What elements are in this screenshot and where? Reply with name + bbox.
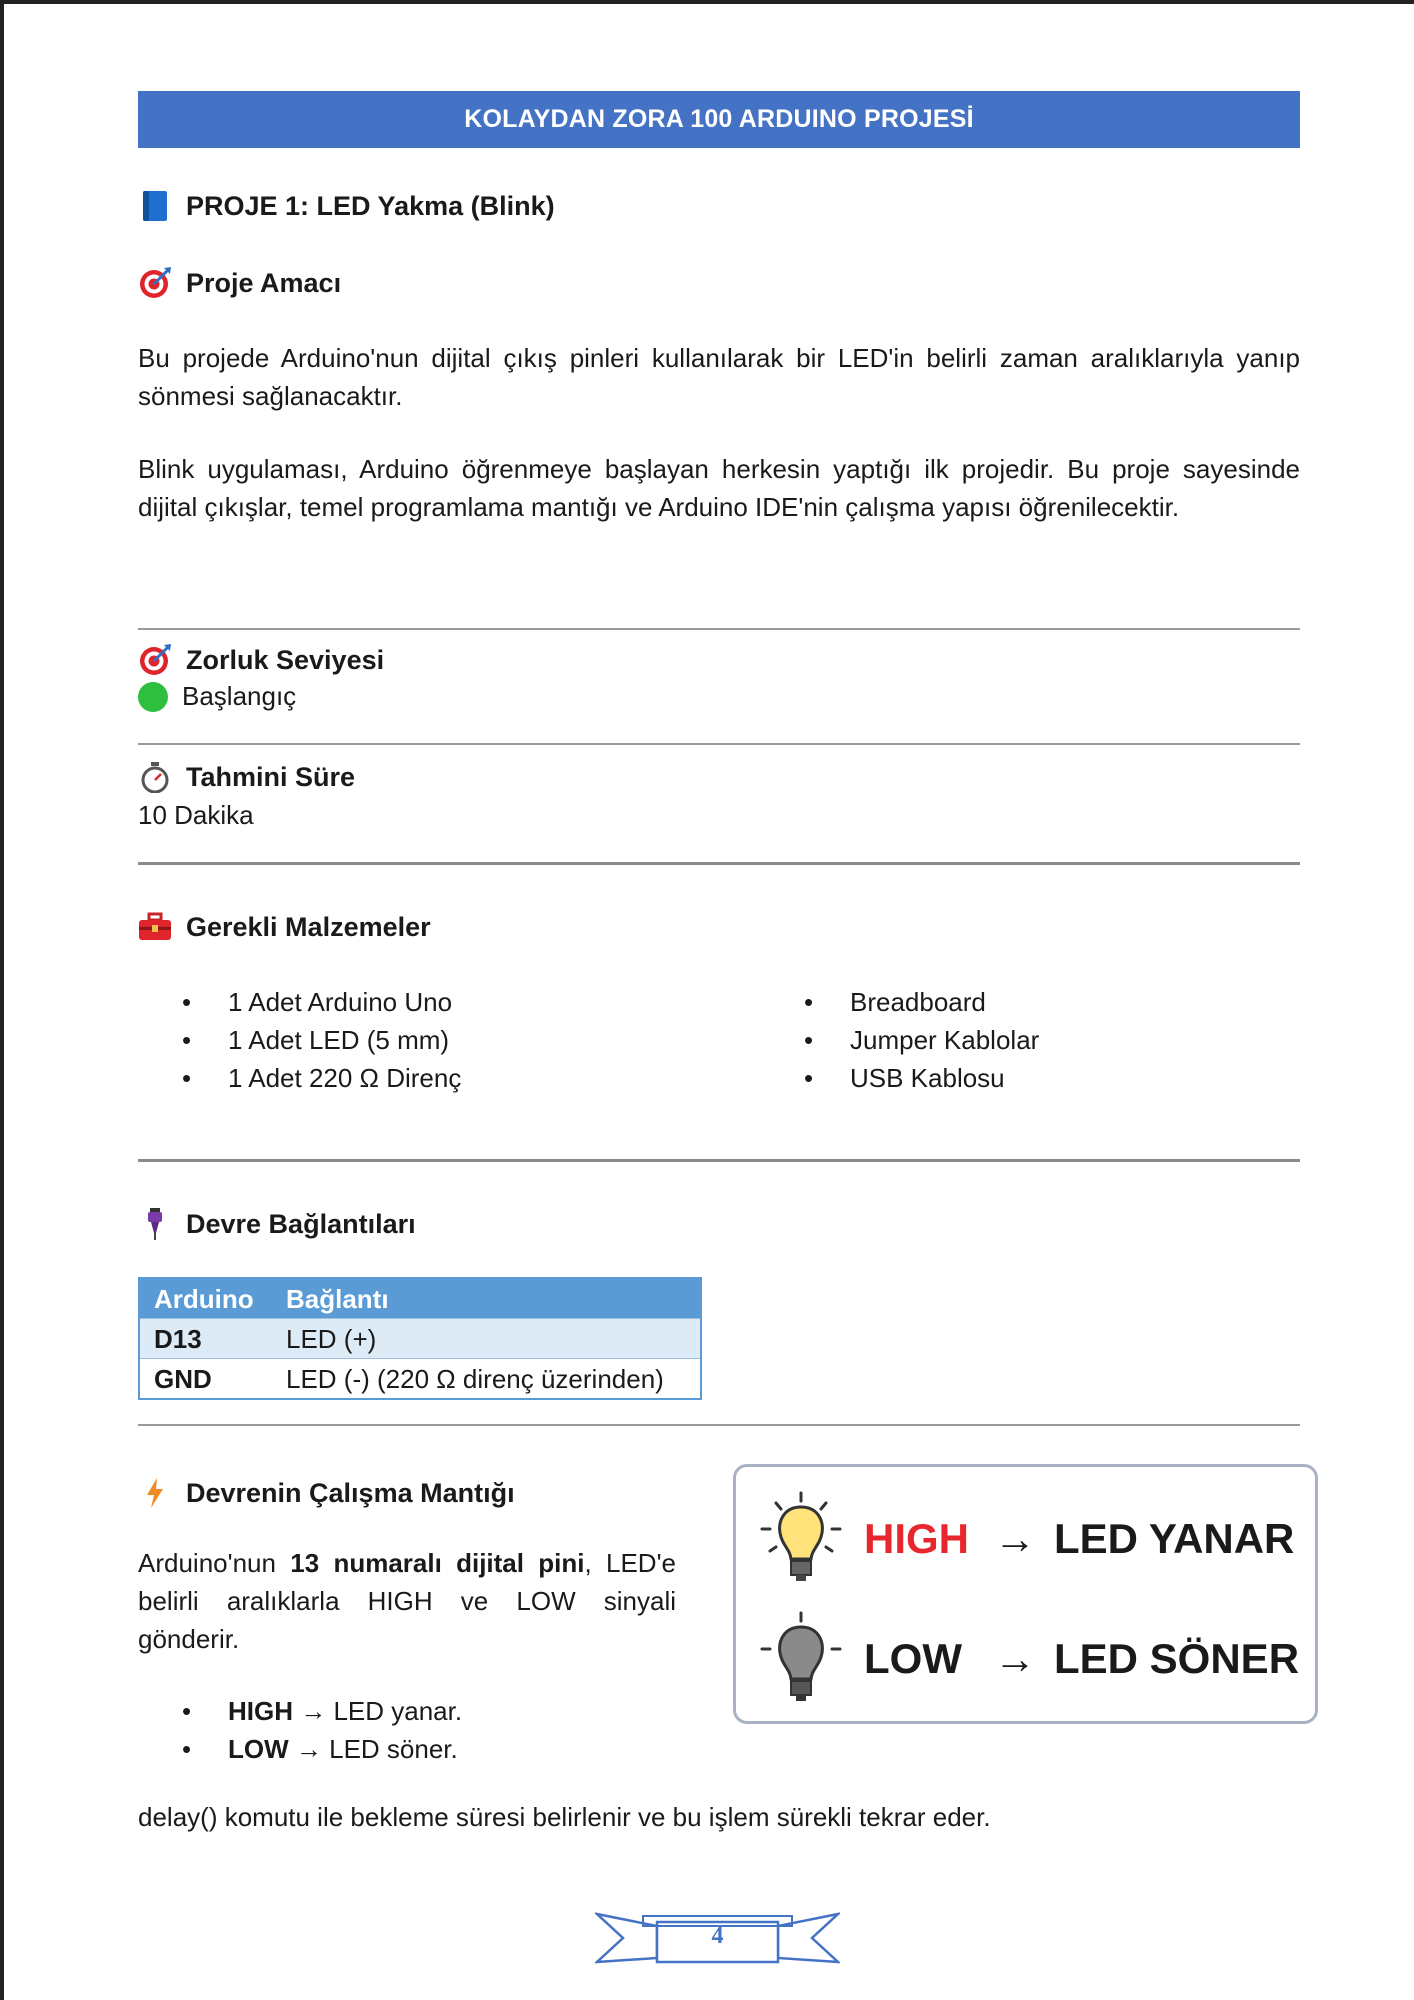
logic-intro — [138, 1544, 676, 1658]
difficulty-value-row — [138, 681, 296, 712]
materials-list-left — [178, 983, 461, 1097]
book-icon — [138, 189, 172, 223]
divider — [138, 743, 1300, 745]
column-header: Bağlantı — [272, 1278, 701, 1319]
table-cell: GND — [139, 1359, 272, 1400]
probe-icon — [138, 1207, 172, 1241]
materials-heading — [138, 910, 431, 944]
list-item: • USB Kablosu — [800, 1059, 1039, 1097]
list-item: • Jumper Kablolar — [800, 1021, 1039, 1059]
table-cell: LED (+) — [272, 1319, 701, 1359]
logic-heading — [138, 1476, 515, 1510]
list-item: • 1 Adet 220 Ω Direnç — [178, 1059, 461, 1097]
target-icon — [138, 643, 172, 677]
bullet-bold: HIGH — [228, 1696, 293, 1726]
project-heading — [138, 189, 555, 223]
goal-paragraph-1: Bu projede Arduino'nun dijital çıkış pinleri kullanılarak bir LED'in belirli zaman aralıklarıyla yanıp sönmesi sağlanacaktır. — [138, 343, 1300, 411]
duration-value: 10 Dakika — [138, 800, 254, 830]
green-circle-icon — [138, 682, 168, 712]
goal-paragraph-2: Blink uygulaması, Arduino öğrenmeye başlayan herkesin yaptığı ilk projedir. Bu proje sayesinde dijital çıkışlar, temel programlama mantığı ve Arduino IDE'nin çalışma yapısı öğrenilecektir. — [138, 454, 1300, 522]
connections-table — [138, 1277, 702, 1400]
bullet-text: → LED yanar. — [293, 1696, 463, 1726]
list-item: • Breadboard — [800, 983, 1039, 1021]
lightbulb-on-icon — [756, 1489, 846, 1589]
stopwatch-icon — [138, 760, 172, 794]
duration-heading-text: Tahmini Süre — [186, 761, 356, 792]
low-result: LED SÖNER — [1054, 1635, 1300, 1682]
table-cell: D13 — [139, 1319, 272, 1359]
duration-heading — [138, 760, 355, 794]
low-row — [756, 1609, 1299, 1709]
high-label: HIGH — [864, 1515, 969, 1562]
project-title: PROJE 1: LED Yakma (Blink) — [186, 190, 555, 221]
materials-list-right — [800, 983, 1039, 1097]
divider — [138, 1159, 1300, 1162]
arrow-right-icon: → — [994, 1635, 1036, 1682]
materials-heading-text: Gerekli Malzemeler — [186, 911, 431, 942]
divider — [138, 862, 1300, 865]
connections-heading — [138, 1207, 416, 1241]
document-title-bar — [138, 91, 1300, 148]
arrow-right-icon: → — [994, 1515, 1036, 1562]
difficulty-heading — [138, 643, 384, 677]
column-header: Arduino — [139, 1278, 272, 1319]
logic-intro-bold: 13 numaralı dijital pini — [290, 1548, 585, 1578]
divider — [138, 1424, 1300, 1426]
table-header-row — [139, 1278, 701, 1319]
logic-closing: delay() komutu ile bekleme süresi belirlenir ve bu işlem sürekli tekrar eder. — [138, 1802, 991, 1832]
table-row — [139, 1319, 701, 1359]
list-item — [178, 1730, 462, 1768]
target-icon — [138, 266, 172, 300]
list-item: • 1 Adet Arduino Uno — [178, 983, 461, 1021]
bullet-bold: LOW — [228, 1734, 289, 1764]
logic-intro-suffix: , LED'e belirli aralıklarla HIGH ve LOW sinyali gönderir. — [138, 1548, 676, 1654]
difficulty-heading-text: Zorluk Seviyesi — [186, 644, 385, 675]
bullet-text: → LED söner. — [288, 1734, 458, 1764]
logic-bullets — [178, 1692, 462, 1768]
difficulty-value: Başlangıç — [182, 681, 297, 711]
table-cell: LED (-) (220 Ω direnç üzerinden) — [272, 1359, 701, 1400]
connections-heading-text: Devre Bağlantıları — [186, 1208, 416, 1239]
page-number: 4 — [711, 1922, 724, 1949]
logic-intro-prefix: Arduino'nun — [138, 1548, 291, 1578]
table-row — [139, 1359, 701, 1400]
lightning-icon — [138, 1476, 172, 1510]
high-result: LED YANAR — [1054, 1515, 1295, 1562]
low-label: LOW — [864, 1635, 962, 1682]
high-low-diagram — [733, 1464, 1318, 1724]
list-item: • 1 Adet LED (5 mm) — [178, 1021, 461, 1059]
list-item — [178, 1692, 462, 1730]
logic-heading-text: Devrenin Çalışma Mantığı — [186, 1477, 515, 1508]
high-row — [756, 1489, 1294, 1589]
toolbox-icon — [138, 910, 172, 944]
goal-heading-text: Proje Amacı — [186, 267, 342, 298]
document-title: KOLAYDAN ZORA 100 ARDUINO PROJESİ — [464, 105, 974, 133]
divider — [138, 628, 1300, 630]
lightbulb-off-icon — [756, 1609, 846, 1709]
goal-heading — [138, 266, 341, 300]
